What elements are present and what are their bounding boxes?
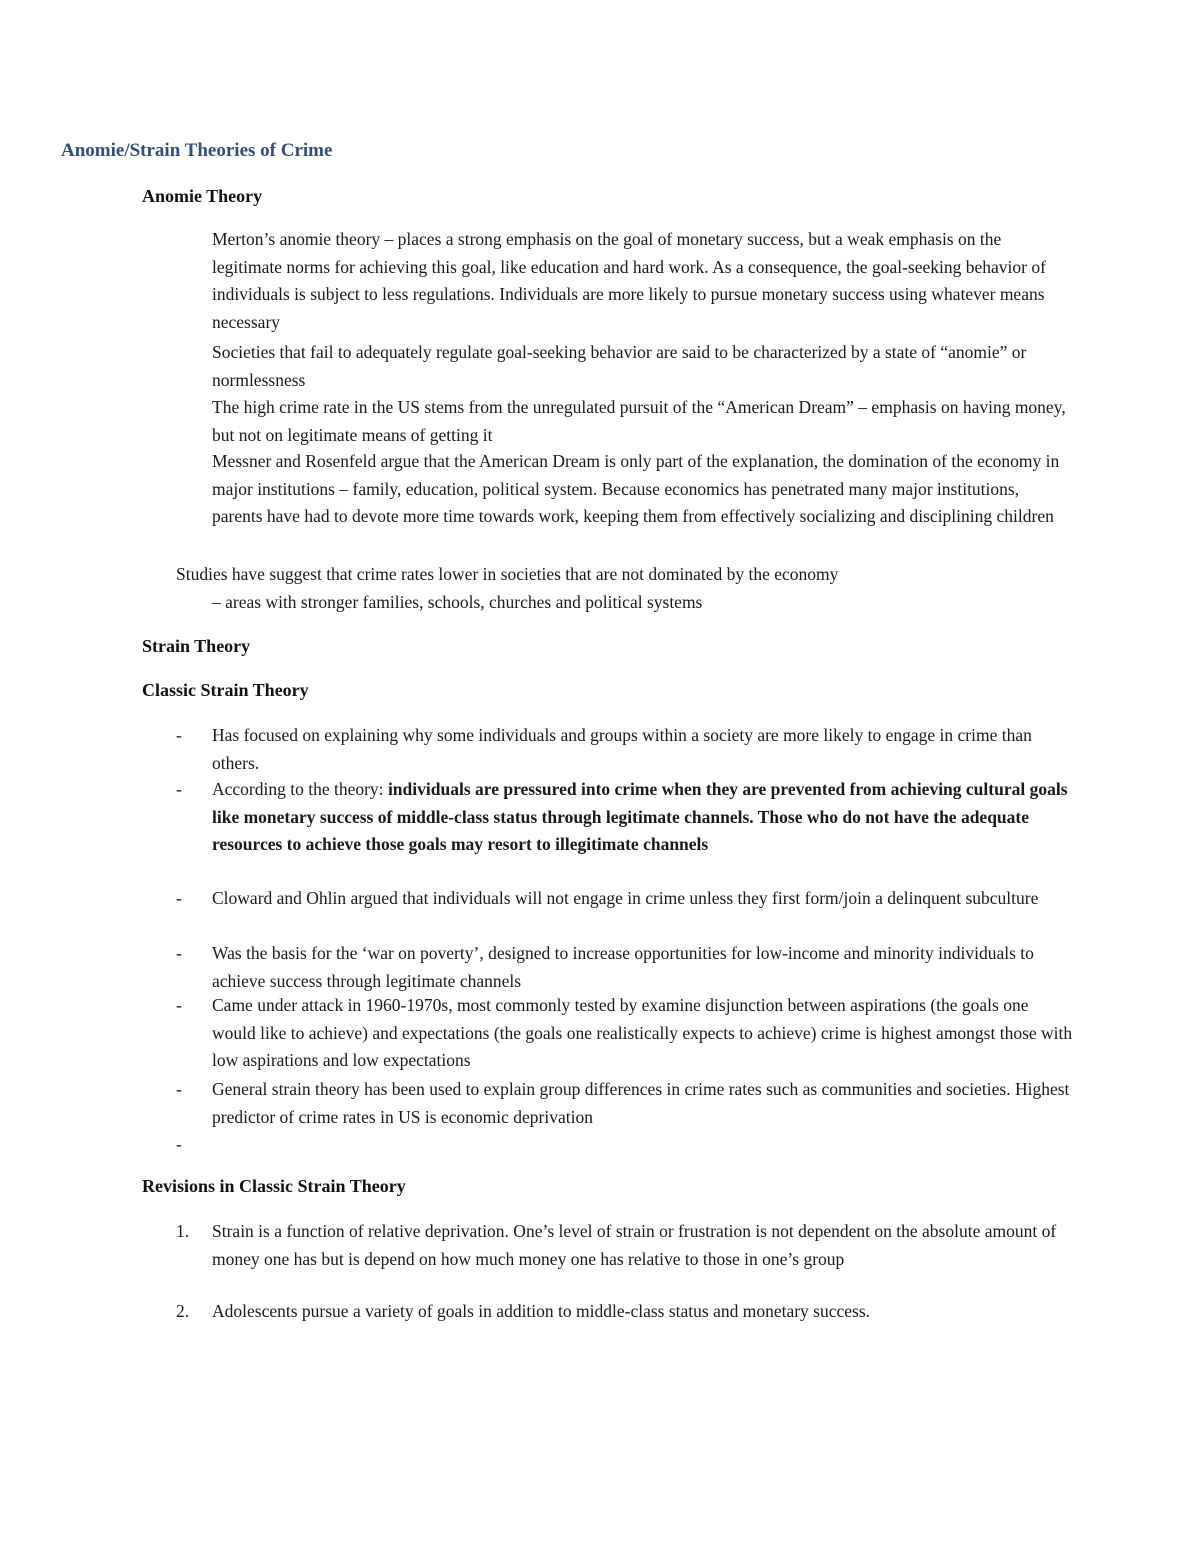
number-marker: 2.: [176, 1301, 190, 1321]
revisions-heading: Revisions in Classic Strain Theory: [142, 1176, 406, 1196]
list-item: [176, 940, 1076, 995]
list-item-text: General strain theory has been used to explain group differences in crime rates such as communities and societies. Highest predictor of crime rates in US is economic deprivation: [212, 1079, 1070, 1127]
bullet-marker: -: [176, 888, 182, 908]
bullet-marker: -: [176, 995, 182, 1015]
list-item-prefix: According to the theory:: [212, 779, 388, 799]
list-item-text: [212, 776, 1076, 859]
studies-line: – areas with stronger families, schools, churches and political systems: [212, 591, 703, 612]
anomie-heading: Anomie Theory: [142, 186, 263, 206]
bullet-marker: -: [176, 779, 182, 799]
list-item: [176, 1076, 1076, 1131]
numbered-item-text: Strain is a function of relative deprivation. One’s level of strain or frustration is not dependent on the absolute amount of money one has but is depend on how much money one has relative to those in one’s group: [212, 1221, 1057, 1269]
number-marker: 1.: [176, 1221, 190, 1241]
list-item-text: Came under attack in 1960-1970s, most commonly tested by examine disjunction between aspirations (the goals one would like to achieve) and expectations (the goals one realistically expects to achieve) crime is highest amongst those with low aspirations and low expectations: [212, 995, 1073, 1070]
bullet-marker: -: [176, 725, 182, 745]
strain-heading: Strain Theory: [142, 636, 251, 656]
list-item-bold-text: individuals are pressured into crime when they are prevented from achieving cultural goals like monetary success of middle-class status through legitimate channels. Those who do not have the adequate resources to achieve those goals may resort to illegitimate channels: [212, 779, 1068, 854]
anomie-paragraph: Messner and Rosenfeld argue that the American Dream is only part of the explanation, the domination of the economy in major institutions – family, education, political system. Because economics has penetrated many major institutions, parents have had to devote more time towards work, keeping them from effectively socializing and disciplining children: [212, 451, 1060, 526]
anomie-paragraph: Merton’s anomie theory – places a strong emphasis on the goal of monetary success, but a weak emphasis on the legitimate norms for achieving this goal, like education and hard work. As a consequence, the goal-seeking behavior of individuals is subject to less regulations. Individuals are more likely to pursue monetary success using whatever means necessary: [212, 229, 1046, 332]
list-item-text: Cloward and Ohlin argued that individuals will not engage in crime unless they first form/join a delinquent subculture: [212, 888, 1039, 908]
numbered-item: [176, 1218, 1076, 1273]
list-item-text: Has focused on explaining why some individuals and groups within a society are more likely to engage in crime than others.: [212, 725, 1032, 773]
bullet-marker: -: [176, 1134, 182, 1154]
bullet-marker: -: [176, 943, 182, 963]
anomie-paragraph: The high crime rate in the US stems from the unregulated pursuit of the “American Dream” – emphasis on having money, but not on legitimate means of getting it: [212, 397, 1066, 445]
list-item: [176, 885, 1076, 913]
list-item: [176, 992, 1076, 1075]
numbered-item: [176, 1298, 1076, 1326]
studies-paragraph: [176, 561, 1076, 616]
studies-line: Studies have suggest that crime rates lower in societies that are not dominated by the economy: [176, 564, 839, 584]
list-item-text: Was the basis for the ‘war on poverty’, designed to increase opportunities for low-income and minority individuals to achieve success through legitimate channels: [212, 943, 1034, 991]
bullet-marker: -: [176, 1079, 182, 1099]
list-item: [176, 722, 1076, 777]
anomie-paragraph: Societies that fail to adequately regulate goal-seeking behavior are said to be characterized by a state of “anomie” or normlessness: [212, 342, 1027, 390]
numbered-item-text: Adolescents pursue a variety of goals in addition to middle-class status and monetary success.: [212, 1301, 871, 1321]
classic-strain-heading: Classic Strain Theory: [142, 680, 309, 700]
document-title: Anomie/Strain Theories of Crime: [61, 140, 333, 161]
list-item: [176, 776, 1076, 859]
